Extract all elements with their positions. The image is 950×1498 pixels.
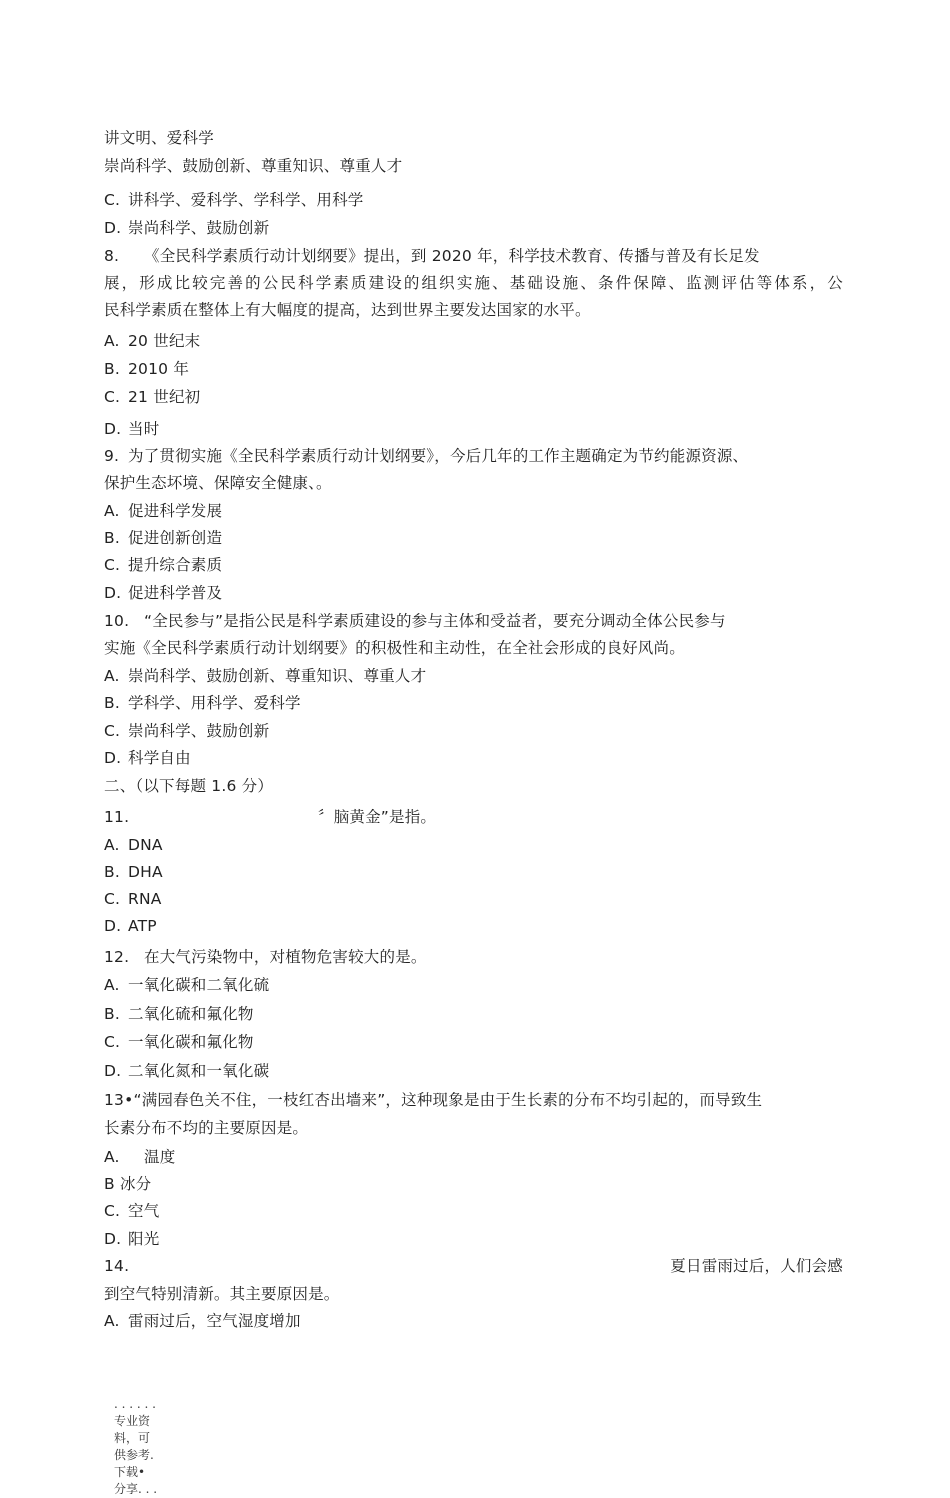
option-text: 促进创新创造: [128, 529, 223, 547]
option-text: 科学自由: [128, 749, 191, 767]
footer-note: [114, 1396, 157, 1498]
question-text: “全民参与”是指公民是科学素质建设的参与主体和受益者，要充分调动全体公民参与: [144, 612, 726, 630]
footer-line: 下载•: [114, 1465, 146, 1479]
footer-line: 供参考.: [114, 1448, 154, 1462]
option-text: 促进科学发展: [128, 502, 223, 520]
option-text: RNA: [128, 890, 162, 908]
question-text: “满园春色关不住，一枝红杏出墙来”，这种现象是由于生长素的分布不均引起的，而导致生: [133, 1091, 763, 1109]
footer-line: 料，可: [114, 1431, 151, 1445]
option-label: C.: [104, 890, 121, 908]
option-text: 崇尚科学、鼓励创新: [128, 219, 270, 237]
question-13: [104, 1090, 762, 1110]
option-text: 空气: [128, 1202, 160, 1220]
option-text: 崇尚科学、鼓励创新、尊重知识、尊重人才: [128, 667, 427, 685]
question-10: [104, 611, 726, 631]
question-number: 8.: [104, 247, 120, 265]
option-text: 雷雨过后，空气湿度增加: [128, 1312, 301, 1330]
option-text: DHA: [128, 863, 163, 881]
option-label: D.: [104, 1062, 122, 1080]
option-line: [104, 387, 200, 407]
option-label: B.: [104, 1005, 120, 1023]
question-number: 10.: [104, 612, 130, 630]
option-label: D.: [104, 584, 122, 602]
option-text: 20 世纪末: [128, 332, 201, 350]
question-text: 为了贯彻实施《全民科学素质行动计划纲要》，今后几年的工作主题确定为节约能源资源、: [128, 447, 749, 465]
option-text: 阳光: [128, 1230, 160, 1248]
option-label: A.: [104, 836, 120, 854]
option-line: [104, 889, 162, 909]
question-number: 12.: [104, 948, 130, 966]
option-label: A.: [104, 667, 120, 685]
option-text: 二氧化氮和一氧化碳: [128, 1062, 270, 1080]
option-text: 一氧化碳和氟化物: [128, 1033, 254, 1051]
question-14: [104, 1256, 843, 1276]
question-text: 展，形成比较完善的公民科学素质建设的组织实施、基础设施、条件保障、监测评估等体系，公: [104, 274, 843, 292]
option-line: [104, 419, 159, 439]
option-line: [104, 359, 189, 379]
option-text: 一氧化碳和二氧化硫: [128, 976, 270, 994]
option-label: D.: [104, 749, 122, 767]
option-line: [104, 583, 222, 603]
option-line: [104, 916, 157, 936]
option-line: [104, 666, 426, 686]
option-label: A.: [104, 1312, 120, 1330]
option-text: 讲文明、爱科学: [104, 129, 214, 147]
option-label: D.: [104, 917, 122, 935]
footer-line: 专业资: [114, 1414, 151, 1428]
option-text: 崇尚科学、鼓励创新: [128, 722, 270, 740]
option-label: B.: [104, 360, 120, 378]
option-label: D.: [104, 1230, 122, 1248]
question-text: 民科学素质在整体上有大幅度的提高，达到世界主要发达国家的水平。: [104, 301, 591, 319]
question-number: 9.: [104, 447, 120, 465]
option-label: C.: [104, 1202, 121, 1220]
question-text: 〞脑黄金”是指。: [318, 808, 437, 826]
option-line: [104, 1229, 159, 1249]
option-line: [104, 835, 163, 855]
option-line: [104, 528, 222, 548]
section-heading: 二、（以下每题 1.6 分）: [104, 777, 274, 795]
option-label: A.: [104, 332, 120, 350]
option-text: 当时: [128, 420, 160, 438]
question-text: 保护生态坏境、保障安全健康、。: [104, 474, 332, 492]
option-text: ATP: [128, 917, 157, 935]
option-line: [104, 501, 222, 521]
option-label: D.: [104, 219, 122, 237]
option-line: [104, 218, 269, 238]
question-text: 长素分布不均的主要原因是。: [104, 1119, 309, 1137]
option-line: [104, 1061, 269, 1081]
option-label: C.: [104, 556, 121, 574]
question-11: [104, 807, 436, 827]
option-line: [104, 748, 191, 768]
question-number: 14.: [104, 1257, 130, 1275]
question-9: [104, 446, 748, 466]
footer-line: 分享. . .: [114, 1482, 158, 1496]
question-text: 在大气污染物中，对植物危害较大的是。: [144, 948, 427, 966]
option-label: C.: [104, 388, 121, 406]
footer-line: . . . . . .: [114, 1397, 156, 1411]
option-text: 21 世纪初: [128, 388, 201, 406]
option-label: C.: [104, 722, 121, 740]
option-text: 促进科学普及: [128, 584, 223, 602]
option-line: [104, 1032, 254, 1052]
option-label: A.: [104, 502, 120, 520]
option-text: 学科学、用科学、爱科学: [128, 694, 301, 712]
option-line: [104, 693, 301, 713]
option-label: A.: [104, 1148, 120, 1166]
option-line: [104, 555, 222, 575]
option-line: [104, 862, 163, 882]
option-line: [104, 721, 269, 741]
option-line: [104, 1201, 159, 1221]
option-label: D.: [104, 420, 122, 438]
option-text: 讲科学、爱科学、学科学、用科学: [128, 191, 364, 209]
option-text: 崇尚科学、鼓励创新、尊重知识、尊重人才: [104, 157, 403, 175]
question-text: 实施《全民科学素质行动计划纲要》的积极性和主动性，在全社会形成的良好风尚。: [104, 639, 685, 657]
question-8: [104, 246, 760, 266]
option-label: C.: [104, 1033, 121, 1051]
option-text: 二氧化硫和氟化物: [128, 1005, 254, 1023]
option-label: B.: [104, 694, 120, 712]
option-text: 2010 年: [128, 360, 190, 378]
option-text: B 冰分: [104, 1175, 152, 1193]
question-12: [104, 947, 427, 967]
question-number: 11.: [104, 808, 130, 826]
option-text: DNA: [128, 836, 163, 854]
option-label: A.: [104, 976, 120, 994]
question-text: 到空气特别清新。其主要原因是。: [104, 1285, 340, 1303]
option-line: [104, 1311, 301, 1331]
option-text: 温度: [144, 1148, 176, 1166]
option-line: [104, 331, 200, 351]
question-number: 13•: [104, 1091, 134, 1109]
option-line: [104, 1004, 254, 1024]
question-text: 《全民科学素质行动计划纲要》提出，到 2020 年，科学技术教育、传播与普及有长足发: [144, 247, 760, 265]
option-label: B.: [104, 863, 120, 881]
question-text: 夏日雷雨过后，人们会感: [670, 1257, 843, 1275]
option-line: [104, 975, 269, 995]
option-text: 提升综合素质: [128, 556, 223, 574]
option-label: C.: [104, 191, 121, 209]
option-line: [104, 190, 364, 210]
option-label: B.: [104, 529, 120, 547]
option-line: [104, 1147, 175, 1167]
